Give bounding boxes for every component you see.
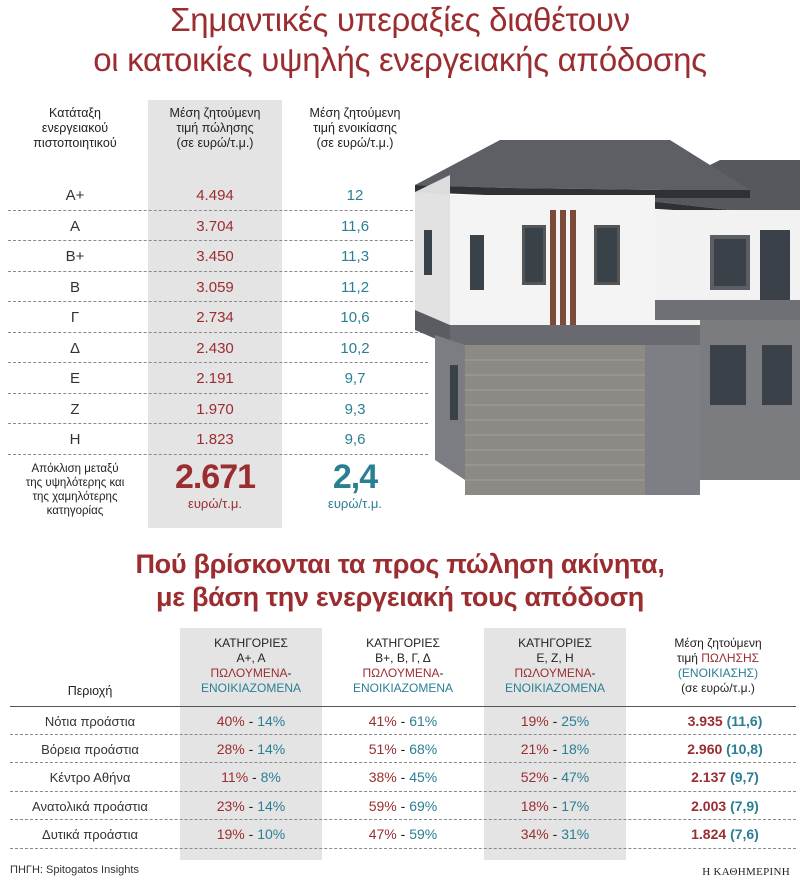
region-table — [10, 706, 796, 849]
sale-price-cell: 3.704 — [196, 217, 234, 235]
gap-rent-unit: ευρώ/τ.μ. — [328, 496, 382, 511]
gap-rent — [288, 458, 422, 511]
energy-class-cell: Α+ — [65, 187, 85, 204]
rent-price: (11,6) — [726, 713, 763, 729]
region-name: Βόρεια προάστια — [41, 741, 139, 757]
price-cell — [660, 826, 790, 842]
group2-share — [343, 826, 463, 842]
energy-class-cell: Δ — [69, 339, 81, 357]
header-energy-class: Κατάταξη ενεργειακού πιστοποιητικού — [33, 106, 117, 150]
share-dash: - — [400, 797, 406, 814]
share-dash: - — [552, 826, 558, 842]
energy-row — [8, 302, 428, 333]
sold-share: 28% — [216, 740, 245, 757]
sold-share: 51% — [368, 740, 397, 757]
energy-class-cell: Β — [69, 278, 80, 296]
rent-share: 17% — [561, 797, 590, 814]
price-cell — [660, 798, 790, 814]
sale-price-cell: 3.450 — [196, 248, 234, 265]
main-title — [0, 0, 800, 80]
group1-share — [191, 713, 311, 729]
rent-share: 47% — [561, 769, 590, 785]
rent-share: 59% — [409, 826, 438, 842]
sold-share: 52% — [520, 769, 549, 785]
energy-class-cell: Γ — [70, 309, 80, 326]
energy-class-cell: Η — [69, 431, 81, 448]
sale-price: 2.137 — [691, 769, 727, 785]
section-title-line2: με βάση την ενεργειακή τους απόδοση — [156, 582, 644, 612]
group1-share — [191, 826, 311, 842]
source-note: ΠΗΓΗ: Spitogatos Insights — [10, 864, 139, 876]
rent-price-cell: 10,2 — [340, 339, 370, 357]
energy-row — [8, 272, 428, 303]
region-name: Κέντρο Αθήνα — [49, 770, 131, 785]
share-dash: - — [248, 826, 254, 842]
group3-share — [495, 769, 615, 785]
rent-share: 68% — [409, 740, 438, 757]
region-row — [10, 735, 796, 764]
house-photo — [410, 140, 800, 500]
share-dash: - — [400, 740, 406, 757]
group3-share — [495, 798, 615, 814]
price-cell — [660, 769, 790, 785]
sale-price-cell: 2.191 — [196, 370, 234, 387]
sold-share: 38% — [368, 769, 397, 785]
rent-share: 10% — [257, 826, 286, 842]
energy-row — [8, 241, 428, 272]
rent-share: 8% — [260, 769, 281, 785]
energy-row — [8, 211, 428, 242]
sold-share: 19% — [520, 713, 549, 729]
rent-price: (9,7) — [730, 769, 759, 785]
header-rent-price: Μέση ζητούμενη τιμή ενοικίασης (σε ευρώ/τ.μ.) — [309, 106, 401, 150]
share-dash: - — [552, 740, 558, 757]
group1-header: ΚΑΤΗΓΟΡΙΕΣ Α+, Α ΠΩΛΟΥΜΕΝΑ- ΕΝΟΙΚΙΑΖΟΜΕΝΑ — [200, 636, 301, 695]
energy-class-cell: Ζ — [70, 400, 80, 418]
group1-share — [191, 769, 311, 785]
rent-price-cell: 11,2 — [340, 278, 370, 296]
group1-share — [191, 798, 311, 814]
energy-class-cell: Ε — [69, 370, 80, 387]
rent-share: 14% — [257, 713, 286, 729]
price-cell — [660, 741, 790, 757]
share-dash: - — [248, 740, 254, 757]
rent-share: 69% — [409, 797, 438, 814]
rent-share: 14% — [257, 740, 286, 757]
sold-share: 11% — [221, 769, 249, 785]
rent-price-cell: 9,3 — [344, 400, 366, 418]
energy-row — [8, 180, 428, 211]
section-title-line1: Πού βρίσκονται τα προς πώληση ακίνητα, — [135, 549, 665, 579]
rent-share: 18% — [561, 740, 590, 757]
group2-share — [343, 798, 463, 814]
energy-class-table — [8, 180, 428, 455]
group2-share — [343, 769, 463, 785]
group2-share — [343, 713, 463, 729]
main-title-line2: οι κατοικίες υψηλής ενεργειακής απόδοσης — [93, 41, 707, 78]
rent-price-cell: 9,6 — [344, 431, 366, 448]
share-dash: - — [400, 769, 406, 785]
group2-share — [343, 741, 463, 757]
energy-row — [8, 394, 428, 425]
region-row — [10, 763, 796, 792]
sale-price-cell: 2.734 — [196, 309, 234, 326]
sold-share: 18% — [520, 797, 549, 814]
region-name: Δυτικά προάστια — [42, 827, 138, 842]
gap-label: Απόκλιση μεταξύ της υψηλότερης και της χαμηλότερης κατηγορίας — [25, 463, 125, 517]
section-title — [0, 548, 800, 614]
share-dash: - — [552, 797, 558, 814]
sale-price-cell: 3.059 — [196, 278, 234, 296]
share-dash: - — [400, 826, 406, 842]
share-dash: - — [552, 769, 558, 785]
rent-price: (7,6) — [730, 826, 759, 842]
rent-share: 25% — [561, 713, 590, 729]
energy-row — [8, 424, 428, 455]
rent-share: 61% — [409, 713, 438, 729]
share-dash: - — [248, 713, 254, 729]
region-name: Νότια προάστια — [44, 714, 136, 729]
sold-share: 40% — [216, 713, 245, 729]
header-sale-price: Μέση ζητούμενη τιμή πώλησης (σε ευρώ/τ.μ.) — [169, 106, 261, 150]
rent-price-cell: 10,6 — [340, 309, 370, 326]
rent-price: (10,8) — [726, 740, 763, 757]
sale-price-cell: 1.970 — [196, 400, 234, 418]
rent-share: 14% — [257, 797, 286, 814]
sold-share: 34% — [520, 826, 549, 842]
price-header: Μέση ζητούμενη τιμή ΠΩΛΗΣΗΣ (ΕΝΟΙΚΙΑΣΗΣ) (σε ευρώ/τ.μ.) — [674, 636, 762, 695]
rent-share: 45% — [409, 769, 438, 785]
sale-price-cell: 1.823 — [196, 431, 234, 448]
share-dash: - — [400, 713, 406, 729]
sale-price-cell: 2.430 — [196, 339, 234, 357]
group3-header: ΚΑΤΗΓΟΡΙΕΣ Ε, Ζ, Η ΠΩΛΟΥΜΕΝΑ- ΕΝΟΙΚΙΑΖΟΜΕΝΑ — [504, 636, 605, 695]
energy-row — [8, 333, 428, 364]
price-cell — [660, 713, 790, 729]
rent-share: 31% — [561, 826, 590, 842]
group1-share — [191, 741, 311, 757]
region-header: Περιοχή — [67, 684, 113, 698]
sale-price-cell: 4.494 — [196, 187, 234, 204]
publisher-logo: Η ΚΑΘΗΜΕΡΙΝΗ — [702, 866, 790, 878]
energy-class-cell: Α — [69, 217, 80, 235]
rent-price-cell: 9,7 — [344, 370, 366, 387]
sold-share: 23% — [216, 797, 245, 814]
group3-share — [495, 826, 615, 842]
region-name: Ανατολικά προάστια — [32, 798, 148, 814]
gap-sale — [148, 458, 282, 511]
group3-share — [495, 741, 615, 757]
region-row — [10, 706, 796, 735]
sale-price: 2.003 — [691, 797, 727, 814]
share-dash: - — [552, 713, 558, 729]
share-dash: - — [248, 797, 254, 814]
rent-price-cell: 12 — [346, 187, 364, 204]
sold-share: 59% — [368, 797, 397, 814]
region-row — [10, 792, 796, 821]
share-dash: - — [252, 769, 257, 785]
rent-price: (7,9) — [730, 797, 759, 814]
sold-share: 47% — [368, 826, 397, 842]
gap-rent-value: 2,4 — [332, 458, 378, 496]
region-row — [10, 820, 796, 849]
sold-share: 19% — [216, 826, 245, 842]
sale-price: 3.935 — [687, 713, 723, 729]
sale-price: 1.824 — [691, 826, 727, 842]
energy-row — [8, 363, 428, 394]
rent-price-cell: 11,3 — [340, 248, 370, 265]
main-title-line1: Σημαντικές υπεραξίες διαθέτουν — [170, 1, 630, 38]
sale-price: 2.960 — [687, 740, 723, 757]
gap-sale-value: 2.671 — [174, 458, 256, 496]
rent-price-cell: 11,6 — [340, 217, 370, 235]
group2-header: ΚΑΤΗΓΟΡΙΕΣ Β+, Β, Γ, Δ ΠΩΛΟΥΜΕΝΑ- ΕΝΟΙΚΙΑΖΟΜΕΝΑ — [352, 636, 453, 695]
group3-share — [495, 713, 615, 729]
gap-sale-unit: ευρώ/τ.μ. — [188, 496, 242, 511]
sold-share: 41% — [368, 713, 397, 729]
sold-share: 21% — [520, 740, 549, 757]
energy-class-cell: Β+ — [65, 248, 85, 265]
